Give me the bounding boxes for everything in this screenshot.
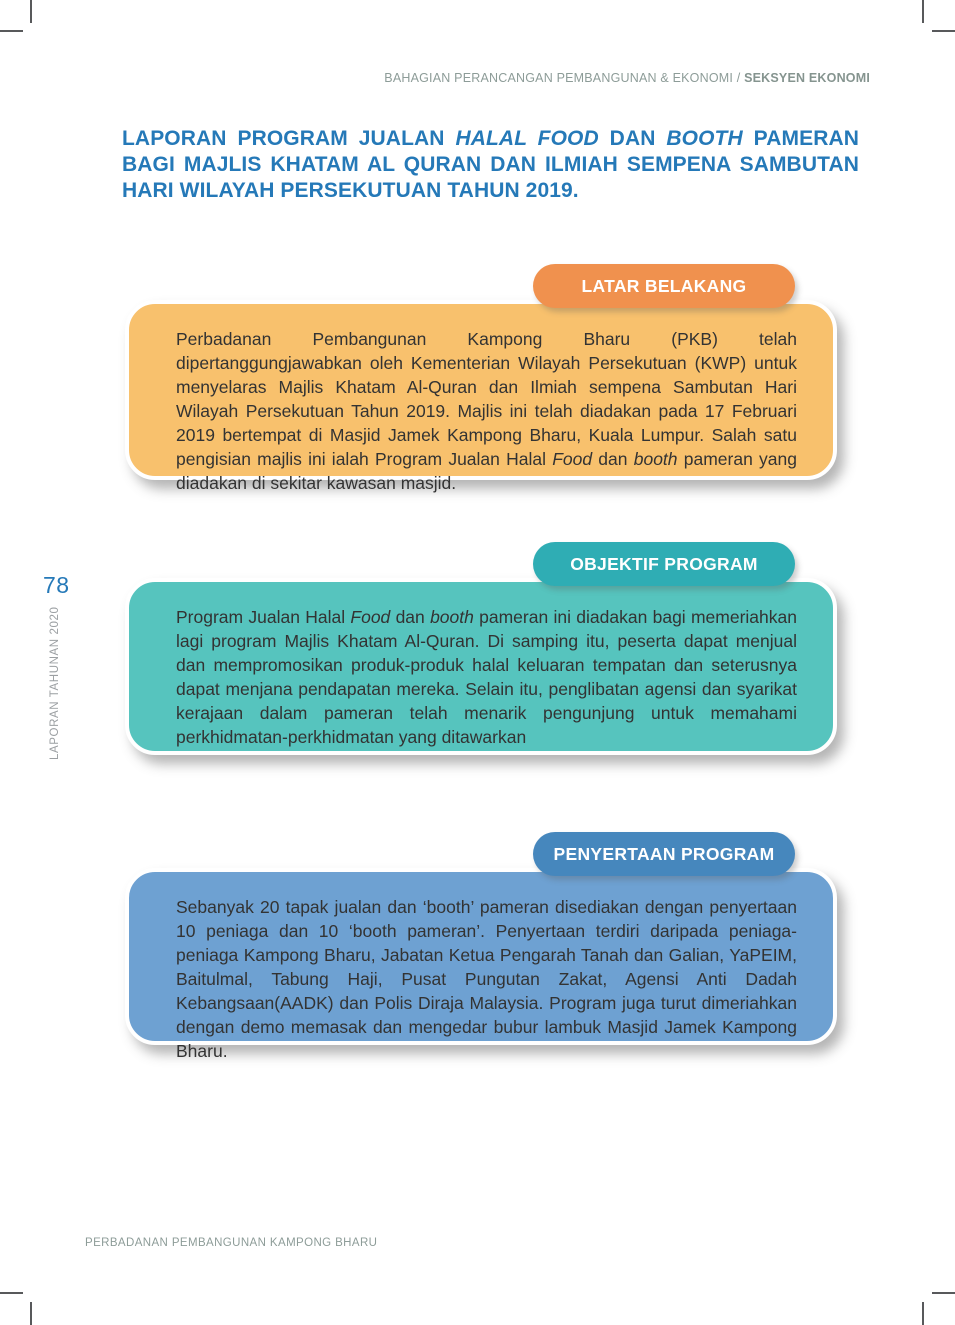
section-latar-belakang [125,275,837,493]
section-badge: OBJEKTIF PROGRAM [533,542,795,586]
running-header-subsection: SEKSYEN EKONOMI [744,71,870,85]
crop-mark-bottom-right-vertical [922,1302,924,1325]
crop-mark-bottom-left-vertical [30,1302,32,1325]
report-year-vertical-label: LAPORAN TAHUNAN 2020 [49,606,61,760]
crop-mark-top-left-horizontal [0,30,23,32]
crop-mark-bottom-left-horizontal [0,1292,23,1294]
crop-mark-bottom-right-horizontal [932,1292,955,1294]
section-body: Program Jualan Halal Food dan booth pameran ini diadakan bagi memeriahkan lagi program Majlis Khatam Al-Quran. Di samping itu, peserta dapat menjual dan mempromosikan produk-produk halal keluaran tempatan dan seterusnya dapat menjana pendapatan mereka. Selain itu, penglibatan agensi dan syarikat kerajaan dalam pameran telah menarik pengunjung untuk memahami perkhidmatan-perkhidmatan yang ditawarkan [125,578,837,755]
section-objektif-program [125,553,837,755]
running-header-section: BAHAGIAN PERANCANGAN PEMBANGUNAN & EKONOMI / [384,71,745,85]
footer-organisation: PERBADANAN PEMBANGUNAN KAMPONG BHARU [85,1237,378,1249]
section-body: Perbadanan Pembangunan Kampong Bharu (PKB) telah dipertanggungjawabkan oleh Kementerian Wilayah Persekutuan (KWP) untuk menyelaras Majlis Khatam Al-Quran dan Ilmiah sempena Sambutan Hari Wilayah Persekutuan Tahun 2019. Majlis ini telah diadakan pada 17 Februari 2019 bertempat di Masjid Jamek Kampong Bharu, Kuala Lumpur. Salah satu pengisian majlis ini ialah Program Jualan Halal Food dan booth pameran yang diadakan di sekitar kawasan masjid. [125,300,837,480]
section-penyertaan-program [125,843,837,1061]
section-badge: LATAR BELAKANG [533,264,795,308]
section-body: Sebanyak 20 tapak jualan dan ‘booth’ pameran disediakan dengan penyertaan 10 peniaga dan 10 ‘booth pameran’. Penyertaan terdiri daripada peniaga-peniaga Kampong Bharu, Jabatan Ketua Pengarah Tanah dan Galian, YaPEIM, Baitulmal, Tabung Haji, Pusat Pungutan Zakat, Agensi Anti Dadah Kebangsaan(AADK) dan Polis Diraja Malaysia. Program juga turut dimeriahkan dengan demo memasak dan mengedar bubur lambuk Masjid Jamek Kampong Bharu. [125,868,837,1045]
crop-mark-top-right-vertical [922,0,924,23]
crop-mark-top-left-vertical [30,0,32,23]
page-number: 78 [43,572,70,598]
page-title: LAPORAN PROGRAM JUALAN HALAL FOOD DAN BOOTH PAMERAN BAGI MAJLIS KHATAM AL QURAN DAN ILMIAH SEMPENA SAMBUTAN HARI WILAYAH PERSEKUTUAN TAHUN 2019. [122,127,859,202]
running-header [384,71,870,85]
section-badge: PENYERTAAN PROGRAM [533,832,795,876]
crop-mark-top-right-horizontal [932,30,955,32]
